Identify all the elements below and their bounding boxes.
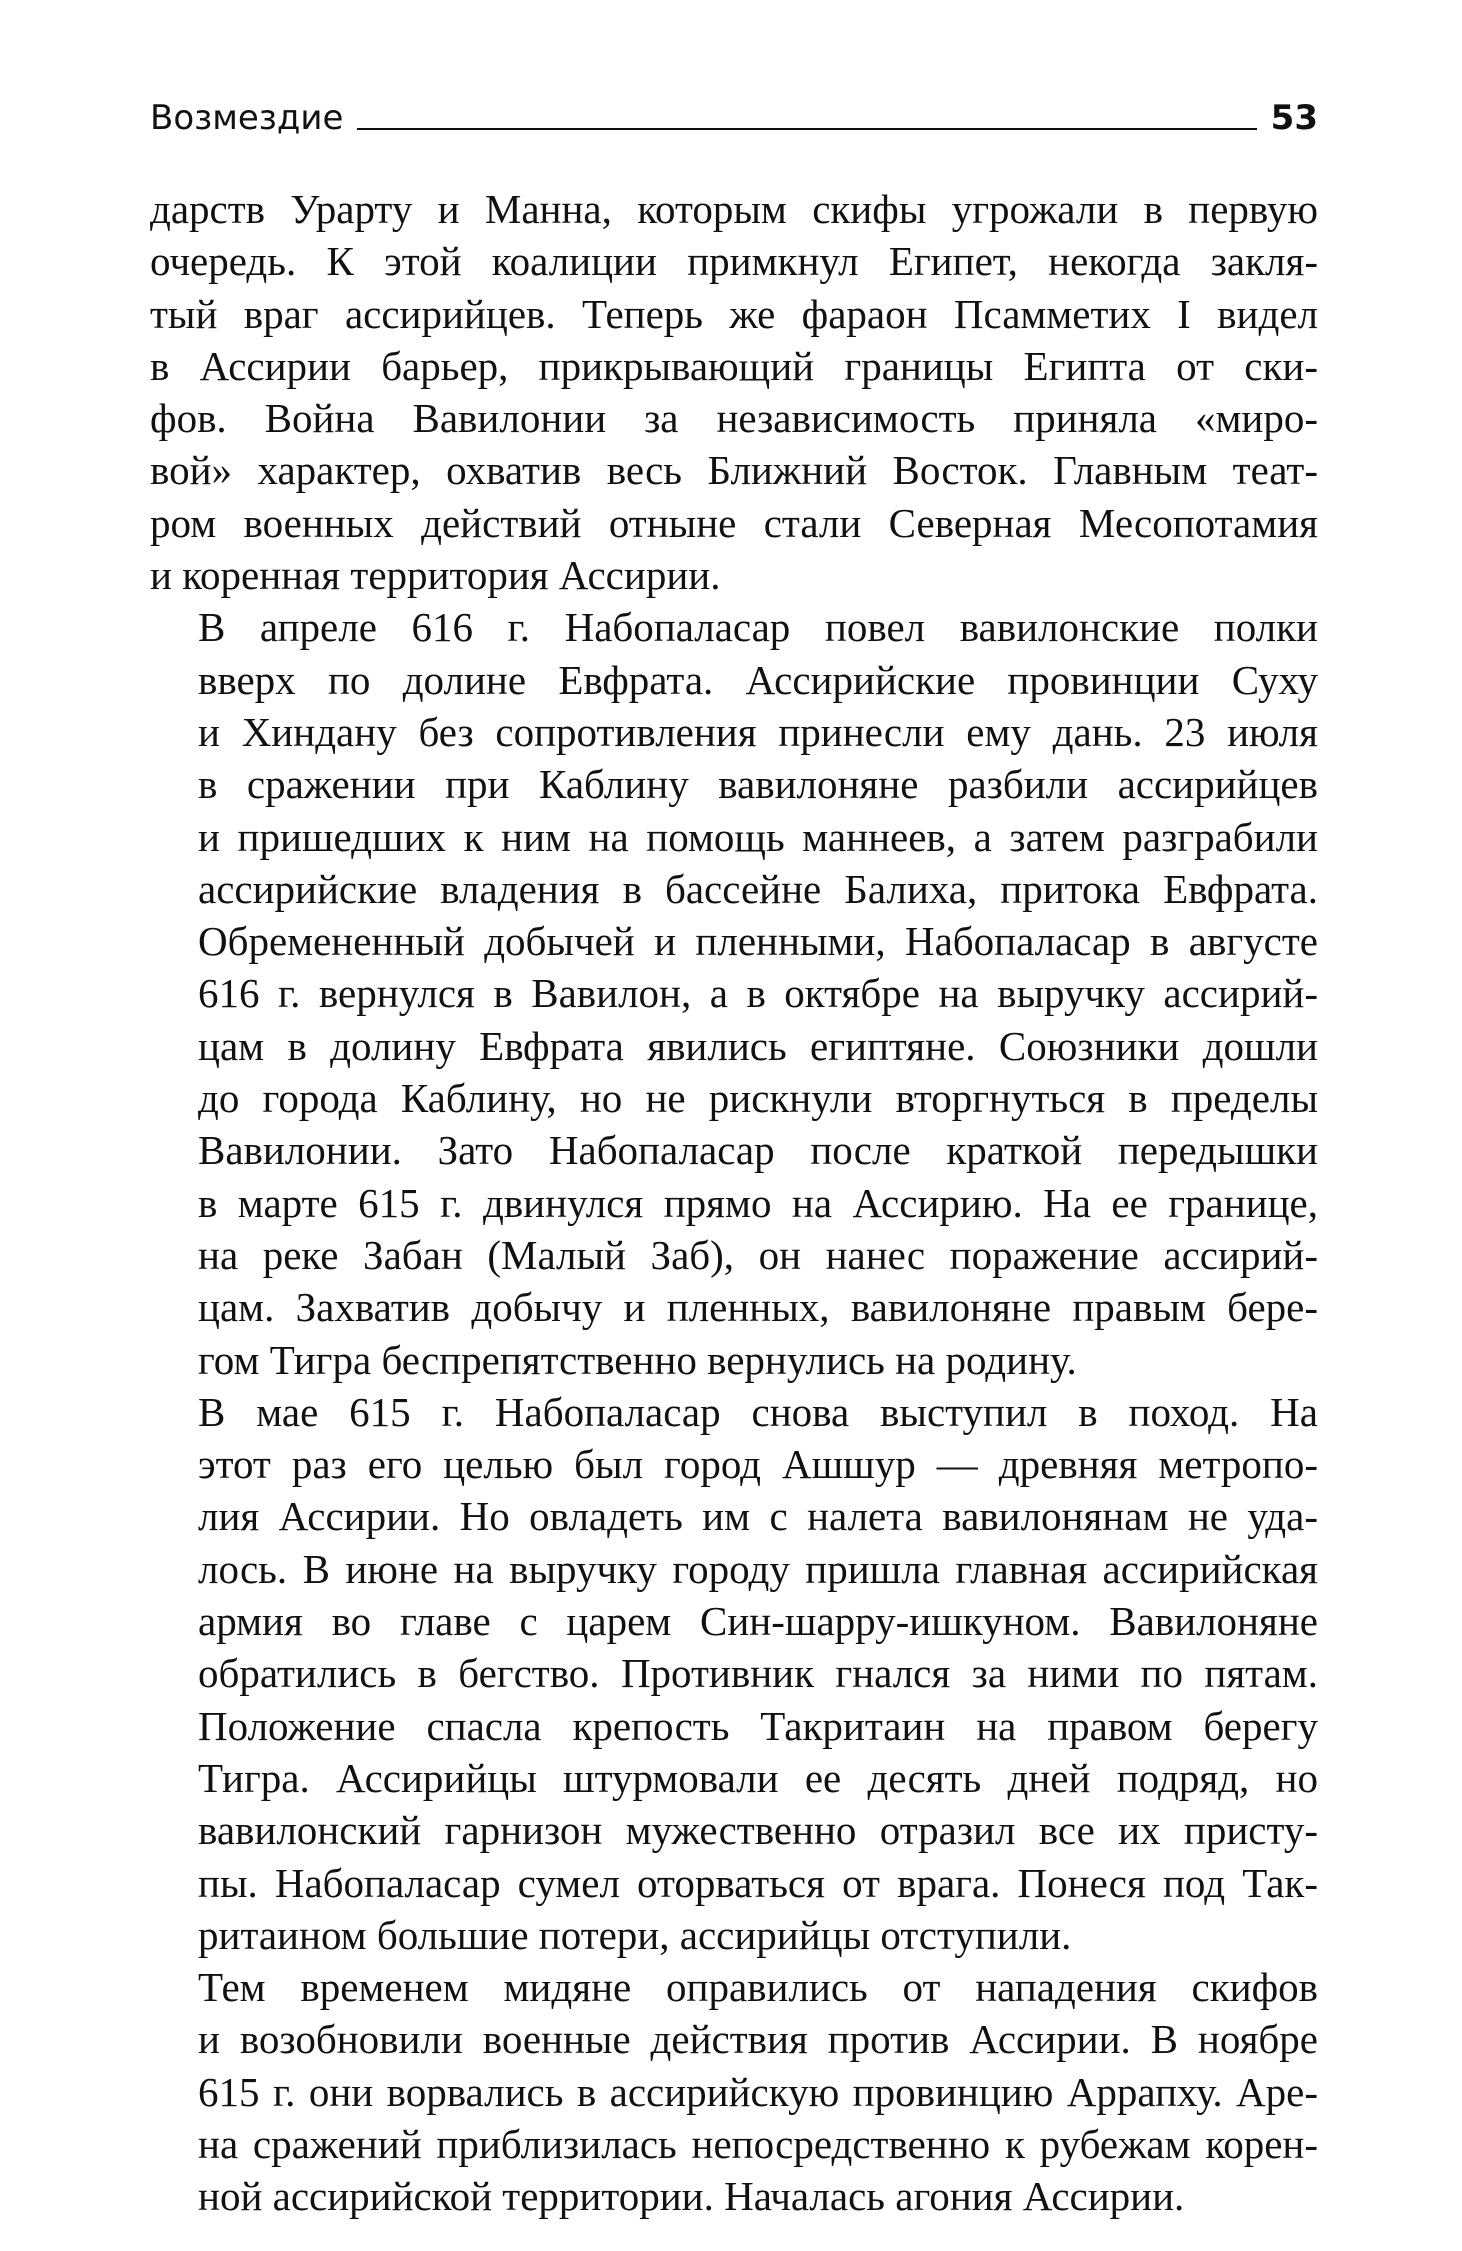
paragraph xyxy=(150,1961,1318,2222)
text-line: ром военных действий отныне стали Северная Месопотамия xyxy=(150,499,1318,546)
book-page xyxy=(150,0,1318,2251)
text-line: ассирийские владения в бассейне Балиха, притока Евфрата. xyxy=(198,865,1318,912)
text-line: в сражении при Каблину вавилоняне разбили ассирийцев xyxy=(198,761,1318,808)
text-line: и коренная территория Ассирии. xyxy=(150,552,721,599)
text-line: цам. Захватив добычу и пленных, вавилоняне правым бере- xyxy=(198,1284,1318,1331)
text-line: армия во главе с царем Син-шарру-ишкуном. Вавилоняне xyxy=(198,1598,1318,1645)
paragraph xyxy=(150,183,1318,601)
running-title: Возмездие xyxy=(150,98,344,138)
text-line: и возобновили военные действия против Ассирии. В ноябре xyxy=(198,2016,1318,2063)
text-line: дарств Урарту и Манна, которым скифы угрожали в первую xyxy=(150,186,1318,232)
text-line: вавилонский гарнизон мужественно отразил все их присту- xyxy=(198,1807,1318,1854)
text-line: фов. Война Вавилонии за независимость приняла «миро- xyxy=(150,395,1318,442)
text-line: 616 г. вернулся в Вавилон, а в октябре на выручку ассирий- xyxy=(198,970,1318,1017)
text-line: Положение спасла крепость Такритаин на правом берегу xyxy=(198,1702,1318,1749)
running-header xyxy=(150,88,1318,138)
text-line: ритаином большие потери, ассирийцы отступили. xyxy=(198,1911,1072,1958)
text-line: и пришедших к ним на помощь маннеев, а затем разграбили xyxy=(198,813,1318,860)
text-line: этот раз его целью был город Ашшур — древняя метропо- xyxy=(198,1441,1318,1488)
text-line: лия Ассирии. Но овладеть им с налета вавилонянам не уда- xyxy=(198,1493,1318,1540)
text-line: и Хиндану без сопротивления принесли ему дань. 23 июля xyxy=(198,708,1318,755)
body-text xyxy=(150,183,1318,2223)
text-line: Обремененный добычей и пленными, Набопаласар в августе xyxy=(198,918,1318,965)
text-line: вой» характер, охватив весь Ближний Восток. Главным теат- xyxy=(150,447,1318,494)
paragraph xyxy=(150,601,1318,1385)
text-line: в марте 615 г. двинулся прямо на Ассирию. На ее границе, xyxy=(198,1179,1318,1226)
text-line: в Ассирии барьер, прикрывающий границы Египта от ски- xyxy=(150,342,1318,389)
text-line: вверх по долине Евфрата. Ассирийские провинции Суху xyxy=(198,656,1318,703)
text-line: В мае 615 г. Набопаласар снова выступил в поход. На xyxy=(198,1388,1318,1435)
text-line: на реке Забан (Малый Заб), он нанес поражение ассирий- xyxy=(198,1231,1318,1278)
text-line: обратились в бегство. Противник гнался за ними по пятам. xyxy=(198,1650,1318,1697)
text-line: на сражений приблизилась непосредственно к рубежам корен- xyxy=(198,2120,1318,2167)
text-line: 615 г. они ворвались в ассирийскую провинцию Аррапху. Аре- xyxy=(198,2068,1318,2115)
text-line: лось. В июне на выручку городу пришла главная ассирийская xyxy=(198,1545,1318,1592)
text-line: ной ассирийской территории. Началась агония Ассирии. xyxy=(198,2173,1185,2220)
paragraph xyxy=(150,1386,1318,1961)
text-line: Тигра. Ассирийцы штурмовали ее десять дней подряд, но xyxy=(198,1754,1318,1801)
header-rule xyxy=(357,128,1256,130)
text-line: пы. Набопаласар сумел оторваться от врага. Понеся под Так- xyxy=(198,1859,1318,1906)
page-number: 53 xyxy=(1270,98,1318,138)
text-line: Вавилонии. Зато Набопаласар после краткой передышки xyxy=(198,1127,1318,1174)
text-line: гом Тигра беспрепятственно вернулись на родину. xyxy=(198,1336,1077,1383)
text-line: очередь. К этой коалиции примкнул Египет, некогда закля- xyxy=(150,238,1318,285)
text-line: цам в долину Евфрата явились египтяне. Союзники дошли xyxy=(198,1022,1318,1069)
text-line: до города Каблину, но не рискнули вторгнуться в пределы xyxy=(198,1075,1318,1122)
text-line: тый враг ассирийцев. Теперь же фараон Псамметих I видел xyxy=(150,290,1318,337)
text-line: Тем временем мидяне оправились от нападения скифов xyxy=(198,1964,1318,2011)
text-line: В апреле 616 г. Набопаласар повел вавилонские полки xyxy=(198,604,1318,651)
